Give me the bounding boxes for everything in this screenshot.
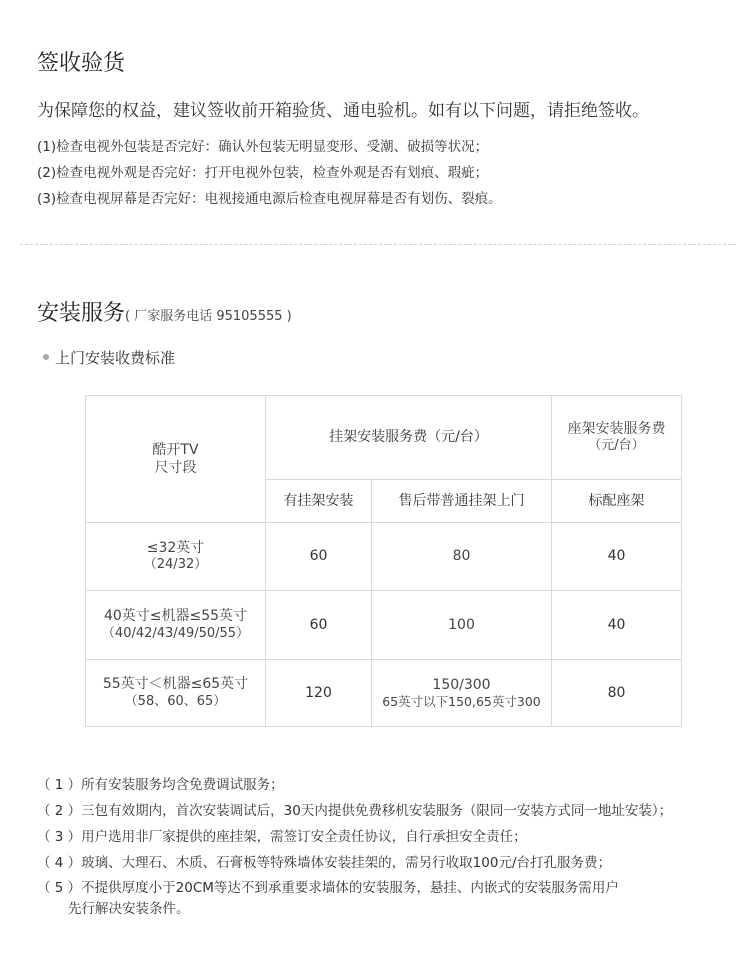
size-cell xyxy=(86,660,266,727)
with-bracket-fee: 60 xyxy=(266,591,372,660)
check-item-3: (3)检查电视屏幕是否完好：电视接通电源后检查电视屏幕是否有划伤、裂痕。 xyxy=(37,191,502,207)
size-models: （40/42/43/49/50/55） xyxy=(101,625,250,641)
after-sales-fee: 80 xyxy=(452,548,471,565)
note-item-5-continued: 先行解决安装条件。 xyxy=(68,901,190,917)
header-seat-cell xyxy=(552,396,682,480)
after-sales-fee-cell xyxy=(372,523,552,591)
size-range: 40英寸≤机器≤55英寸 xyxy=(103,608,248,625)
header-seat-line2: （元/台） xyxy=(588,438,645,454)
seat-fee: 80 xyxy=(552,660,682,727)
note-item-5: （ 5 ）不提供厚度小于20CM等达不到承重要求墙体的安装服务，悬挂、内嵌式的安装服务需用户 xyxy=(37,880,619,896)
subheader-with-bracket: 有挂架安装 xyxy=(266,480,372,523)
note-item-1: （ 1 ）所有安装服务均含免费调试服务； xyxy=(37,777,284,793)
size-cell xyxy=(86,523,266,591)
size-cell xyxy=(86,591,266,660)
after-sales-fee-cell xyxy=(372,591,552,660)
section-divider xyxy=(20,244,736,245)
header-size-cell xyxy=(86,396,266,523)
fee-standard-label: 上门安装收费标准 xyxy=(55,349,176,367)
note-item-2: （ 2 ）三包有效期内，首次安装调试后，30天内提供免费移机安装服务（限同一安装方式同一地址安装）； xyxy=(37,803,673,819)
check-item-2: (2)检查电视外观是否完好：打开电视外包装，检查外观是否有划痕、瑕疵； xyxy=(37,165,489,181)
header-size-line2: 尺寸段 xyxy=(154,460,197,476)
after-sales-fee: 100 xyxy=(448,616,475,633)
install-title: 安装服务 xyxy=(37,301,126,326)
table-header-row xyxy=(86,396,682,480)
table-row xyxy=(86,523,682,591)
inspection-intro: 为保障您的权益，建议签收前开箱验货、通电验机。如有以下问题，请拒绝签收。 xyxy=(37,101,649,121)
subheader-standard-seat: 标配座架 xyxy=(552,480,682,523)
size-range: ≤32英寸 xyxy=(146,539,205,556)
check-item-1: (1)检查电视外包装是否完好：确认外包装无明显变形、受潮、破损等状况； xyxy=(37,139,489,155)
size-models: （58、60、65） xyxy=(124,693,227,709)
size-range: 55英寸＜机器≤65英寸 xyxy=(102,676,249,693)
header-wall-cell: 挂架安装服务费（元/台） xyxy=(266,396,552,480)
install-heading xyxy=(37,296,292,327)
subheader-after-sales: 售后带普通挂架上门 xyxy=(372,480,552,523)
inspection-title: 签收验货 xyxy=(37,51,126,76)
seat-fee: 40 xyxy=(552,523,682,591)
header-seat-line1: 座架安装服务费 xyxy=(567,420,666,437)
with-bracket-fee: 120 xyxy=(266,660,372,727)
note-item-3: （ 3 ）用户选用非厂家提供的座挂架，需签订安全责任协议，自行承担安全责任； xyxy=(37,829,527,845)
service-phone: ( 厂家服务电话 95105555 ) xyxy=(125,309,292,324)
after-sales-fee-cell xyxy=(372,660,552,727)
bullet-dot-icon xyxy=(43,354,49,360)
table-row xyxy=(86,660,682,727)
seat-fee: 40 xyxy=(552,591,682,660)
header-size-line1: 酷开TV xyxy=(152,441,199,458)
after-sales-fee: 150/300 xyxy=(432,676,491,693)
size-models: （24/32） xyxy=(143,557,208,573)
install-fee-table xyxy=(85,395,682,727)
note-item-4: （ 4 ）玻璃、大理石、木质、石膏板等特殊墙体安装挂架的，需另行收取100元/台打孔服务费； xyxy=(37,855,611,871)
table-row xyxy=(86,591,682,660)
after-sales-fee-note: 65英寸以下150,65英寸300 xyxy=(382,693,541,709)
with-bracket-fee: 60 xyxy=(266,523,372,591)
